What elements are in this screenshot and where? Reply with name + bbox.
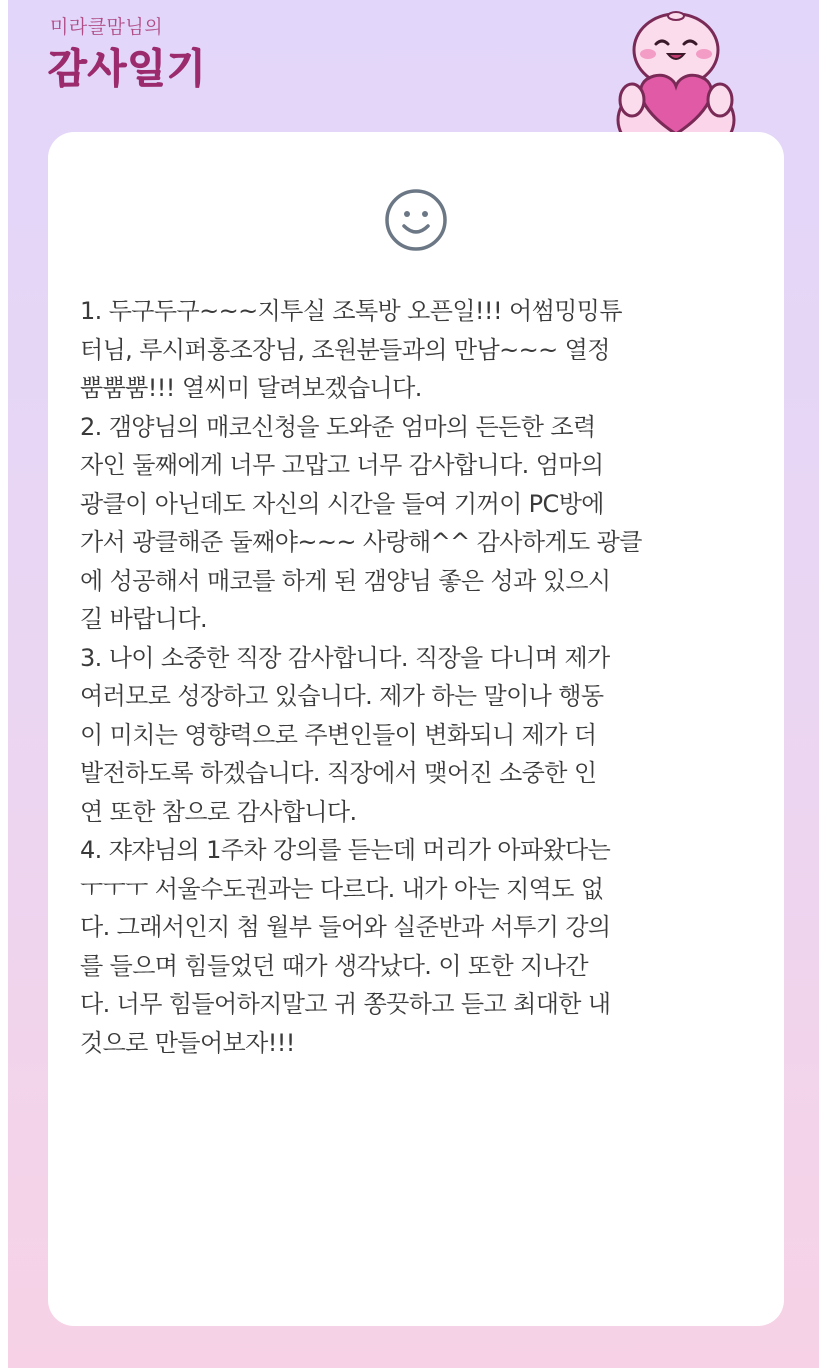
page-subtitle: 미라클맘님의: [50, 16, 164, 38]
diary-card: [48, 132, 784, 1326]
page-title: 감사일기: [48, 46, 207, 92]
smiley-face-icon: [383, 187, 449, 253]
pink-character-holding-heart-icon: [596, 8, 756, 136]
diary-entry-text: 1. 두구두구~~~지투실 조톡방 오픈일!!! 어썸밍밍튜 터님, 루시퍼홍조장님, 조원분들과의 만남~~~ 열정 뿜뿜뿜!!! 열씨미 달려보겠습니다. 2. 갬양님의 매코신청을 도와준 엄마의 든든한 조력 자인 둘째에게 너무 고맙고 너무 감사합니다. 엄마의 광클이 아닌데도 자신의 시간을 들여 기꺼이 PC방에 가서 광클해준 둘째야~~~ 사랑해^^ 감사하게도 광클 에 성공해서 매코를 하게 된 갬양님 좋은 성과 있으시 길 바랍니다. 3. 나이 소중한 직장 감사합니다. 직장을 다니며 제가 여러모로 성장하고 있습니다. 제가 하는 말이나 행동 이 미치는 영향력으로 주변인들이 변화되니 제가 더 발전하도록 하겠습니다. 직장에서 맺어진 소중한 인 연 또한 참으로 감사합니다. 4. 쟈쟈님의 1주차 강의를 듣는데 머리가 아파왔다는 ㅜㅜㅜ 서울수도권과는 다르다. 내가 아는 지역도 없 다. 그래서인지 첨 월부 들어와 실준반과 서투기 강의 를 들으며 힘들었던 때가 생각났다. 이 또한 지나간 다. 너무 힘들어하지말고 귀 쫑끗하고 듣고 최대한 내 것으로 만들어보자!!!: [80, 297, 642, 1057]
